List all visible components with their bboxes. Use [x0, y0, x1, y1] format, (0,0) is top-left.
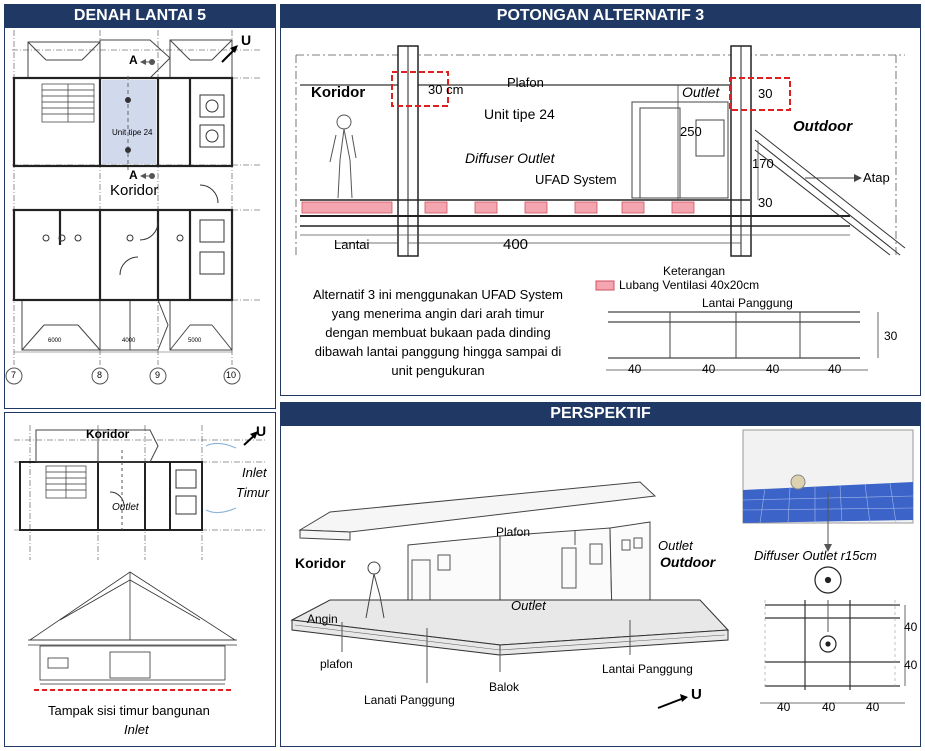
panggung-title: Lantai Panggung [702, 296, 793, 310]
grid-dim-h3: 40 [866, 700, 880, 714]
grid-7: 7 [11, 370, 17, 380]
timur-label: Timur [236, 485, 270, 500]
grid-dim-v2: 40 [904, 658, 918, 672]
north-label: U [241, 32, 252, 48]
koridor-label: Koridor [110, 182, 159, 199]
grid-9: 9 [155, 370, 161, 380]
persp-outlet-right: Outlet [658, 538, 693, 553]
desc-line-3: dengan membuat bukaan pada dinding [325, 325, 551, 340]
persp-balok: Balok [489, 680, 520, 694]
pot-250: 250 [680, 124, 702, 139]
pot-400: 400 [503, 236, 529, 253]
pot-diffuser: Diffuser Outlet [465, 150, 555, 166]
perspektif-header: PERSPEKTIF [280, 402, 921, 426]
dim-5000: 5000 [188, 338, 202, 344]
tampak-inlet-caption: Inlet [124, 722, 149, 737]
pot-170: 170 [752, 156, 774, 171]
grid-8: 8 [97, 370, 103, 380]
pot-30-floor: 30 [758, 195, 773, 210]
grid-dim-h1: 40 [777, 700, 791, 714]
panggung-dim-3: 40 [766, 362, 780, 376]
pot-outdoor: Outdoor [793, 118, 853, 135]
section-mark-bottom: A [129, 168, 138, 182]
panggung-dim-1: 40 [628, 362, 642, 376]
pot-unit: Unit tipe 24 [484, 106, 555, 122]
grid-10: 10 [226, 370, 237, 380]
unit-label: Unit tipe 24 [112, 128, 153, 137]
denah-header: DENAH LANTAI 5 [4, 4, 276, 28]
inlet-north-label: U [256, 423, 267, 439]
pot-ufad: UFAD System [535, 172, 617, 187]
pot-lubang: Lubang Ventilasi 40x20cm [619, 278, 760, 292]
desc-line-5: unit pengukuran [391, 363, 485, 378]
persp-plafon-bottom: plafon [320, 657, 353, 671]
pot-keterangan: Keterangan [663, 264, 726, 278]
pot-30cm: 30 cm [428, 82, 464, 97]
panggung-height: 30 [884, 329, 898, 343]
grid-dim-v1: 40 [904, 620, 918, 634]
persp-angin: Angin [307, 612, 338, 626]
pot-30-right: 30 [758, 86, 773, 101]
persp-outdoor: Outdoor [660, 554, 716, 570]
pot-koridor: Koridor [311, 84, 366, 101]
persp-diffuser: Diffuser Outlet r15cm [754, 548, 877, 563]
persp-plafon-top: Plafon [496, 525, 531, 539]
inlet-outlet-label: Outlet [112, 502, 139, 513]
tampak-caption: Tampak sisi timur bangunan [48, 703, 210, 718]
dim-4000: 4000 [122, 338, 136, 344]
section-mark-top: A [129, 53, 138, 67]
panggung-dim-2: 40 [702, 362, 716, 376]
dim-6000: 6000 [48, 338, 62, 344]
pot-plafon: Plafon [507, 75, 544, 90]
persp-koridor: Koridor [295, 555, 346, 571]
pot-atap: Atap [863, 170, 890, 185]
inlet-label: Inlet [242, 465, 267, 480]
pot-lantai: Lantai [334, 237, 370, 252]
desc-line-1: Alternatif 3 ini menggunakan UFAD System [312, 287, 563, 302]
grid-dim-h2: 40 [822, 700, 836, 714]
desc-line-4: dibawah lantai panggung hingga sampai di [314, 344, 562, 359]
inlet-koridor-label: Koridor [86, 427, 130, 441]
persp-outlet-mid: Outlet [511, 598, 546, 613]
pot-outlet: Outlet [682, 84, 720, 100]
persp-north: U [691, 686, 702, 703]
persp-lanati: Lanati Panggung [364, 693, 455, 707]
potongan-header: POTONGAN ALTERNATIF 3 [280, 4, 921, 28]
desc-line-2: yang menerima angin dari arah timur [331, 306, 545, 321]
panggung-dim-4: 40 [828, 362, 842, 376]
persp-lantai-panggung: Lantai Panggung [602, 662, 693, 676]
